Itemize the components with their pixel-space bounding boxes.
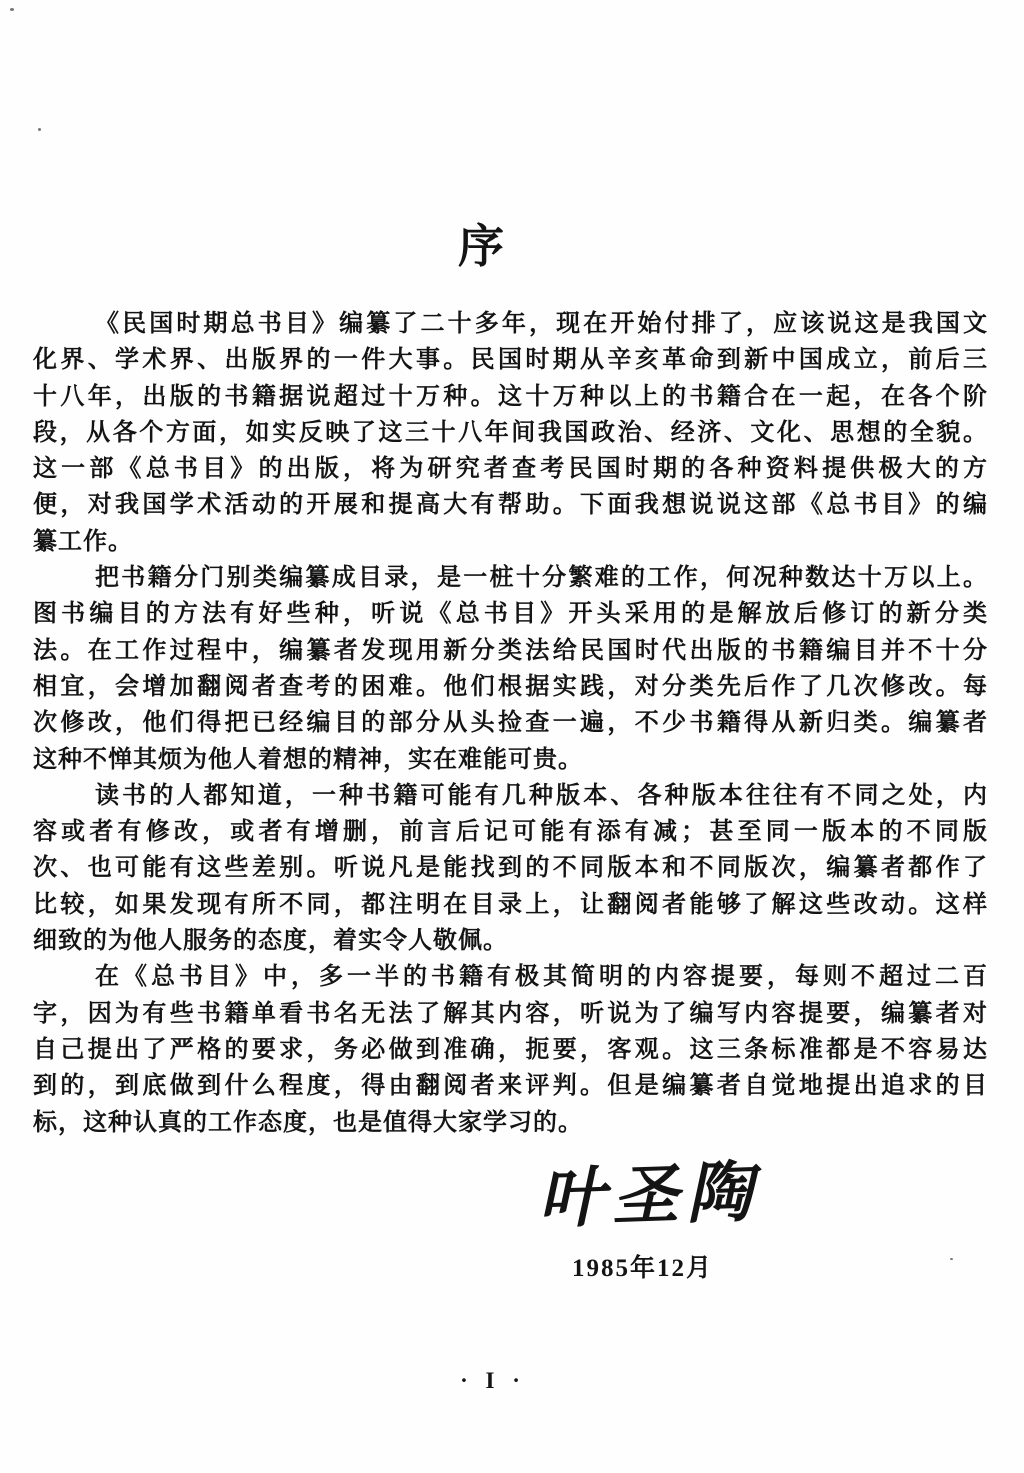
body-line: 次修改，他们得把已经编目的部分从头捡查一遍，不少书籍得从新归类。编纂者 (33, 710, 988, 737)
body-line: 细致的为他人服务的态度，着实令人敬佩。 (33, 928, 508, 955)
body-line: 法。在工作过程中，编纂者发现用新分类法给民国时代出版的书籍编目并不十分 (33, 637, 988, 664)
page-number: · I · (460, 1368, 526, 1393)
paragraph (33, 778, 988, 959)
body-line: 相宜，会增加翻阅者查考的困难。他们根据实践，对分类先后作了几次修改。每 (33, 673, 988, 700)
body-line: 这一部《总书目》的出版，将为研究者查考民国时期的各种资料提供极大的方 (33, 456, 988, 483)
body-line: 十八年，出版的书籍据说超过十万种。这十万种以上的书籍合在一起，在各个阶 (33, 383, 988, 410)
author-signature: 叶圣陶 (537, 1156, 762, 1237)
body-line: 这种不惮其烦为他人着想的精神，实在难能可贵。 (33, 746, 583, 773)
scan-speck (38, 128, 41, 131)
body-line: 自己提出了严格的要求，务必做到准确，扼要，客观。这三条标准都是不容易达 (33, 1036, 988, 1063)
body-line: 容或者有修改，或者有增删，前言后记可能有添有减；甚至同一版本的不同版 (33, 819, 988, 846)
body-line: 字，因为有些书籍单看书名无法了解其内容，听说为了编写内容提要，编纂者对 (33, 1000, 988, 1027)
body-line: 在《总书目》中，多一半的书籍有极其简明的内容提要，每则不超过二百 (95, 964, 988, 991)
body-line: 段，从各个方面，如实反映了这三十八年间我国政治、经济、文化、思想的全貌。 (33, 419, 988, 446)
body-line: 把书籍分门别类编纂成目录，是一桩十分繁难的工作，何况种数达十万以上。 (95, 565, 988, 592)
body-line: 便，对我国学术活动的开展和提高大有帮助。下面我想说说这部《总书目》的编 (33, 492, 988, 519)
paragraph (33, 959, 988, 1140)
body-line: 到的，到底做到什么程度，得由翻阅者来评判。但是编纂者自觉地提出追求的目 (33, 1073, 988, 1100)
paragraph (33, 560, 988, 778)
body-line: 《民国时期总书目》编纂了二十多年，现在开始付排了，应该说这是我国文 (95, 311, 988, 337)
scan-speck (950, 1258, 953, 1260)
body-line: 读书的人都知道，一种书籍可能有几种版本、各种版本往往有不同之处，内 (95, 782, 988, 809)
body-line: 化界、学术界、出版界的一件大事。民国时期从辛亥革命到新中国成立，前后三 (33, 347, 988, 374)
body-line: 比较，如果发现有所不同，都注明在目录上，让翻阅者能够了解这些改动。这样 (33, 891, 988, 918)
body-line: 图书编目的方法有好些种，听说《总书目》开头采用的是解放后修订的新分类 (33, 601, 988, 628)
date-line: 1985年12月 (572, 1255, 714, 1282)
preface-body (33, 306, 988, 1141)
body-line: 纂工作。 (33, 528, 133, 555)
scan-speck (10, 8, 14, 11)
body-line: 次、也可能有这些差别。听说凡是能找到的不同版本和不同版次，编纂者都作了 (33, 855, 988, 882)
body-line: 标，这种认真的工作态度，也是值得大家学习的。 (33, 1109, 583, 1136)
paragraph (33, 306, 988, 560)
page-title: 序 (458, 221, 508, 272)
